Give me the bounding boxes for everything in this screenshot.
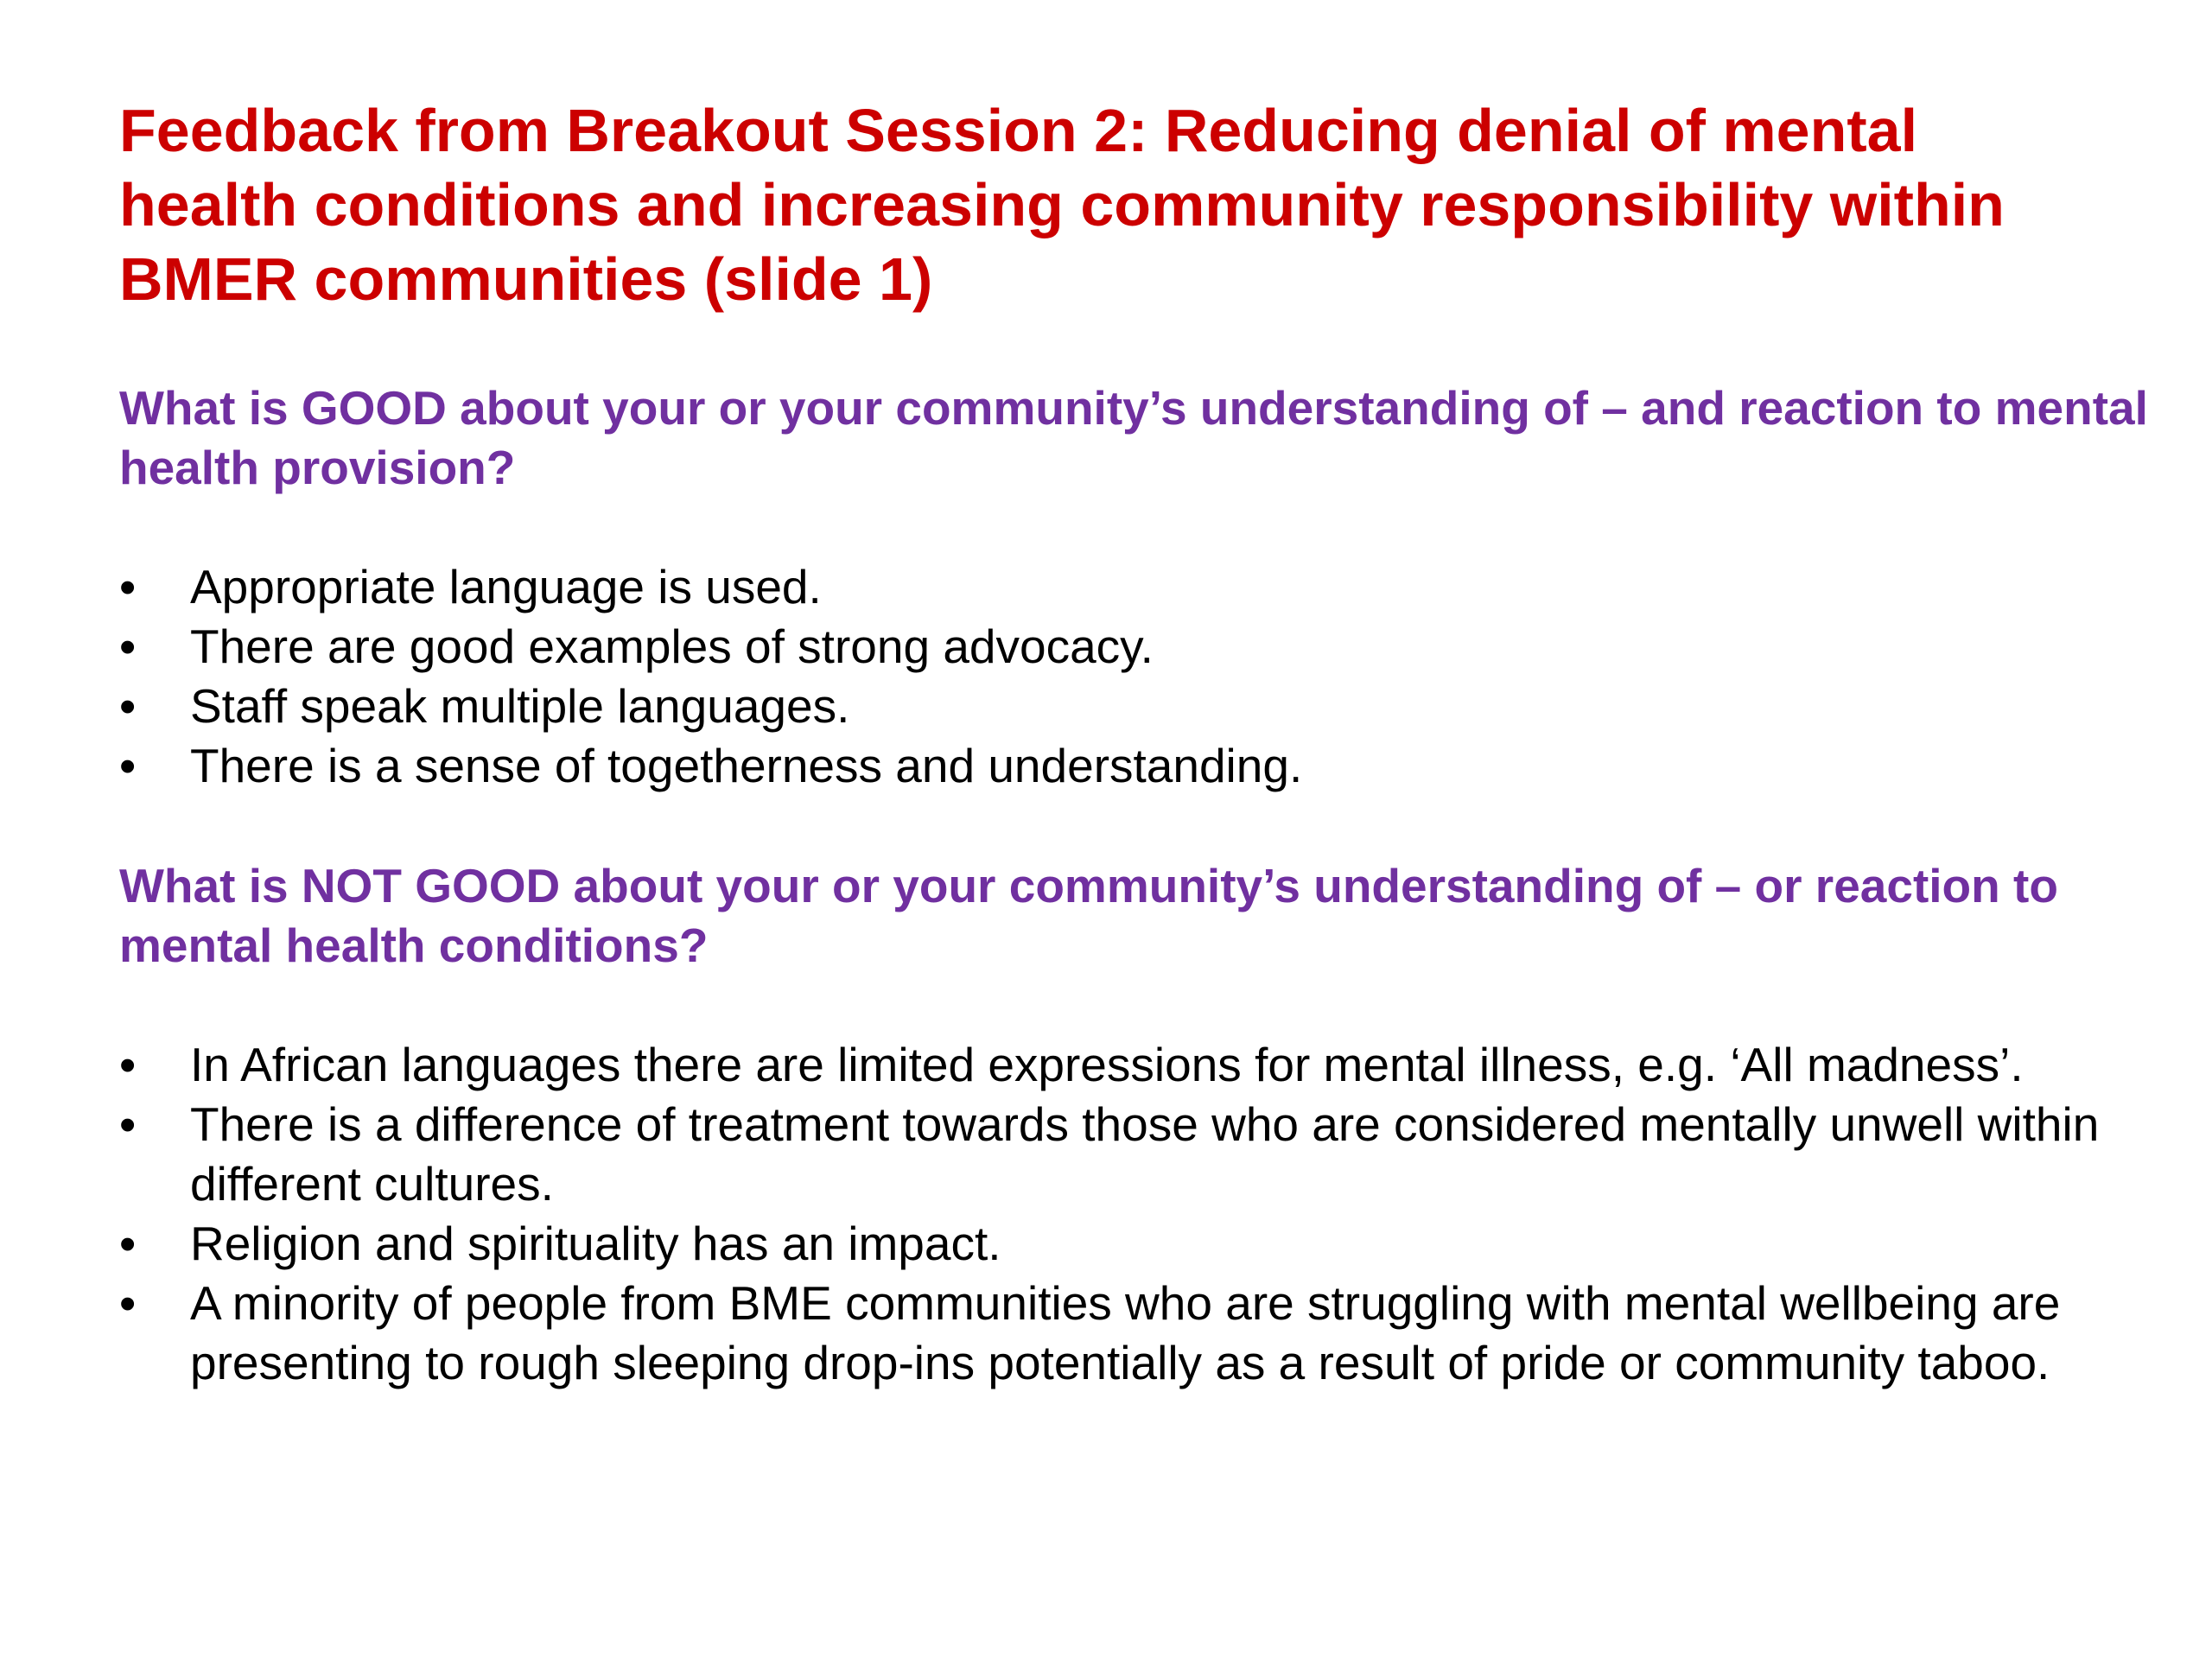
bullet-icon: • [119,1097,137,1151]
list-item [119,677,2193,736]
section-heading-good: What is GOOD about your or your community’s understanding of – and reaction to mental health provision? [119,381,2148,494]
list-item-text: Staff speak multiple languages. [190,679,850,733]
list-item-text: A minority of people from BME communities who are struggling with mental wellbeing are presenting to rough sleeping drop-ins potentially as a result of pride or community taboo. [190,1276,2061,1389]
list-item [119,557,2193,617]
bullet-icon: • [119,679,137,733]
list-item [119,1035,2193,1095]
list-item-text: Religion and spirituality has an impact. [190,1217,1001,1270]
bullet-icon: • [119,620,137,673]
slide-title: Feedback from Breakout Session 2: Reducing denial of mental health conditions and increasing community responsibility within BMER communities (slide 1) [119,97,2005,313]
bullet-icon: • [119,1276,137,1330]
section-not-good [119,856,2193,1393]
section-good [119,378,2193,796]
section-heading-not-good: What is NOT GOOD about your or your community’s understanding of – or reaction to mental health conditions? [119,859,2058,972]
list-item-text: Appropriate language is used. [190,560,822,613]
bullet-icon: • [119,560,137,613]
bullet-list-good [119,557,2193,796]
list-item-text: There are good examples of strong advocacy. [190,620,1154,673]
list-item [119,1214,2193,1274]
bullet-icon: • [119,739,137,792]
list-item-text: There is a sense of togetherness and understanding. [190,739,1303,792]
list-item [119,1095,2193,1214]
bullet-icon: • [119,1217,137,1270]
list-item [119,1274,2193,1393]
bullet-list-not-good [119,1035,2193,1393]
list-item [119,617,2193,677]
list-item-text: There is a difference of treatment towards those who are considered mentally unwell within different cultures. [190,1097,2100,1211]
list-item [119,736,2193,796]
bullet-icon: • [119,1038,137,1091]
list-item-text: In African languages there are limited expressions for mental illness, e.g. ‘All madness’. [190,1038,2024,1091]
